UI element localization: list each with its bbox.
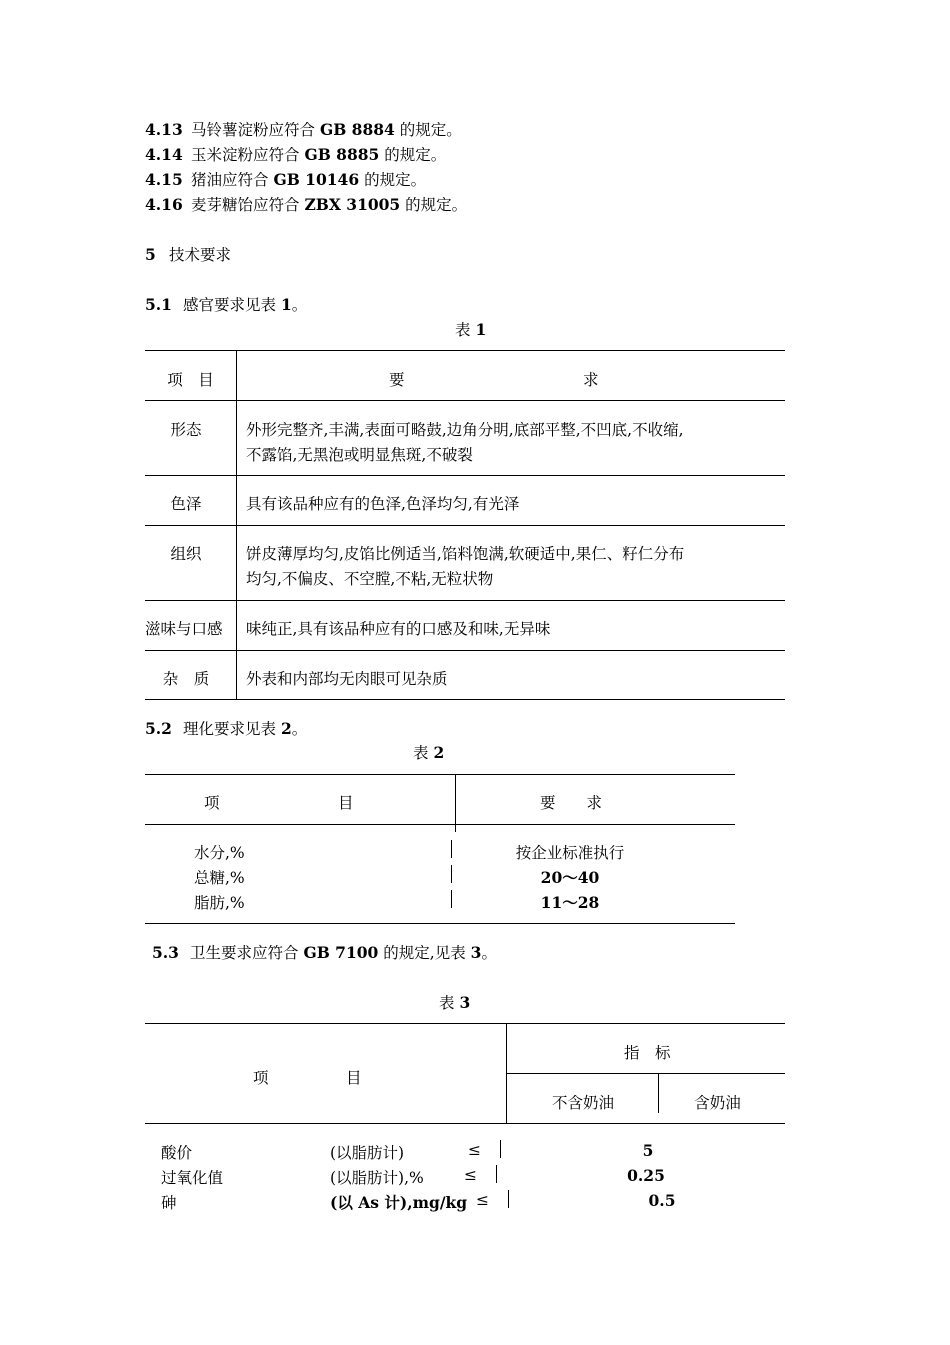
table1-head-item: 项 目 (167, 371, 214, 389)
table3-row-basis: (以 As 计),mg/kg (330, 1193, 468, 1212)
clause-4-14: 4.14 玉米淀粉应符合 GB 8885 的规定。 (145, 145, 447, 164)
table2-head-rule (145, 824, 735, 825)
table2-row-item: 水分,% (194, 844, 245, 862)
table1-row-rule (145, 475, 785, 476)
table2-column-divider (451, 840, 452, 858)
table3-column-divider (500, 1140, 501, 1158)
table3-row-op: ≤ (464, 1166, 477, 1184)
table3-row-op: ≤ (476, 1191, 489, 1209)
table1-row-rule (145, 525, 785, 526)
table2-column-divider (455, 774, 456, 832)
table3-row-basis: (以脂肪计),% (330, 1169, 424, 1187)
table2-column-divider (451, 865, 452, 883)
section-5-heading: 5 技术要求 (145, 245, 232, 264)
table3-head-butter: 含奶油 (694, 1094, 741, 1112)
table2-column-divider (451, 890, 452, 908)
table1-bottom-rule (145, 699, 785, 700)
table3-row-value: 0.25 (627, 1166, 665, 1185)
table1-row-req: 不露馅,无黑泡或明显焦斑,不破裂 (246, 446, 473, 464)
clause-4-13: 4.13 马铃薯淀粉应符合 GB 8884 的规定。 (145, 120, 462, 139)
table1-row-req: 外表和内部均无肉眼可见杂质 (246, 670, 448, 688)
clause-4-16: 4.16 麦芽糖饴应符合 ZBX 31005 的规定。 (145, 195, 468, 214)
table3-head-index: 指 标 (624, 1044, 671, 1062)
table3-row-op: ≤ (468, 1141, 481, 1159)
table1-row-item: 形态 (170, 421, 202, 439)
table1-row-req: 饼皮薄厚均匀,皮馅比例适当,馅料饱满,软硬适中,果仁、籽仁分布 (246, 545, 685, 563)
table3-sub-rule (506, 1073, 785, 1074)
table1-head-req-a: 要 (389, 371, 405, 389)
table3-row-item: 过氧化值 (161, 1169, 224, 1187)
table1-head-rule (145, 400, 785, 401)
table2-head-item-b: 目 (338, 794, 354, 812)
table2-head-item-a: 项 (204, 794, 220, 812)
table2-top-rule (145, 774, 735, 775)
table2-row-value: 按企业标准执行 (515, 844, 625, 862)
table3-top-rule (145, 1023, 785, 1024)
table1-top-rule (145, 350, 785, 351)
clause-5-3: 5.3 卫生要求应符合 GB 7100 的规定,见表 3。 (152, 943, 497, 962)
table1-row-req: 味纯正,具有该品种应有的口感及和味,无异味 (246, 620, 551, 638)
table2-row-value: 11～28 (540, 893, 600, 912)
table1-row-req: 均匀,不偏皮、不空膛,不粘,无粒状物 (246, 570, 494, 588)
table3-column-divider (506, 1023, 507, 1123)
table1-row-item: 色泽 (170, 495, 202, 513)
clause-5-1: 5.1 感官要求见表 1。 (145, 295, 308, 314)
table1-row-rule (145, 650, 785, 651)
table1-head-req-b: 求 (583, 371, 599, 389)
table2-row-item: 总糖,% (194, 869, 245, 887)
clause-5-2: 5.2 理化要求见表 2。 (145, 719, 308, 738)
table3-row-basis: (以脂肪计) (330, 1144, 405, 1162)
table3-row-item: 砷 (161, 1194, 177, 1212)
clause-4-15: 4.15 猪油应符合 GB 10146 的规定。 (145, 170, 427, 189)
table3-head-item-b: 目 (346, 1069, 362, 1087)
table3-caption: 表 3 (439, 993, 471, 1012)
table1-row-item: 杂 质 (162, 670, 210, 688)
table3-row-value: 0.5 (648, 1191, 676, 1210)
table1-row-req: 外形完整齐,丰满,表面可略鼓,边角分明,底部平整,不凹底,不收缩, (246, 421, 684, 439)
table3-head-item-a: 项 (253, 1069, 269, 1087)
table3-row-value: 5 (642, 1141, 654, 1160)
table2-caption: 表 2 (413, 743, 445, 762)
table1-caption: 表 1 (455, 320, 487, 339)
table2-head-req: 要 求 (540, 794, 603, 812)
table2-bottom-rule (145, 923, 735, 924)
table2-row-item: 脂肪,% (194, 894, 245, 912)
table3-head-no-butter: 不含奶油 (551, 1094, 614, 1112)
table1-row-rule (145, 600, 785, 601)
table2-row-value: 20～40 (540, 868, 600, 887)
table3-column-divider (508, 1190, 509, 1208)
table3-column-divider (658, 1073, 659, 1113)
table3-row-item: 酸价 (161, 1144, 193, 1162)
table3-head-rule (145, 1123, 785, 1124)
table1-column-divider (236, 350, 237, 700)
table1-row-item: 滋味与口感 (145, 620, 223, 638)
table1-row-item: 组织 (170, 545, 202, 563)
table1-row-req: 具有该品种应有的色泽,色泽均匀,有光泽 (246, 495, 520, 513)
table3-column-divider (496, 1165, 497, 1183)
